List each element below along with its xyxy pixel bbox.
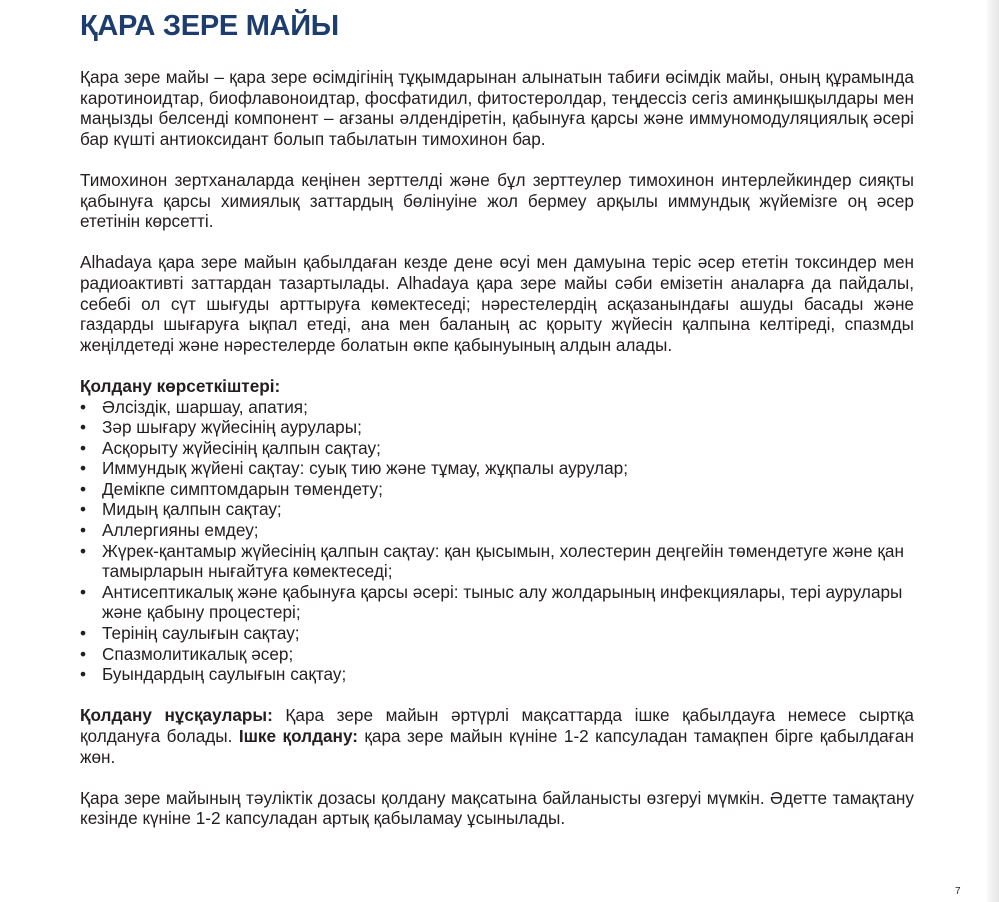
page-title: ҚАРА ЗЕРЕ МАЙЫ bbox=[80, 10, 339, 42]
list-item: • Мидың қалпын сақтау; bbox=[80, 499, 914, 520]
list-item: • Спазмолитикалық әсер; bbox=[80, 644, 914, 665]
page-content bbox=[80, 67, 914, 829]
indications-heading: Қолдану көрсеткіштері: bbox=[80, 375, 281, 396]
intro-paragraph: Қара зере майы – қара зере өсімдігінің тұқымдарынан алынатын табиғи өсімдік майы, оның құрамында каротиноидтар, биофлавоноидтар, фосфатидил, фитостеролдар, теңдессіз сегіз аминқышқылдары мен маңызды белсенді компонент – ағзаны әлдендіретін, қабынуға қарсы және иммуномодуляциялық әсері бар күшті антиоксидант болып табылатын тимохинон бар. bbox=[80, 67, 914, 149]
list-item: • Аллергияны емдеу; bbox=[80, 520, 914, 541]
instructions-text: Қара зере майын әртүрлі мақсаттарда ішке қабылдауға немесе сыртқа қолдануға болады. bbox=[80, 705, 914, 746]
page-number: 7 bbox=[955, 886, 961, 897]
research-paragraph: Тимохинон зертханаларда кеңінен зерттелді және бұл зерттеулер тимохинон интерлейкиндер сияқты қабынуға қарсы химиялық заттардың бөлінуіне жол бермеу арқылы иммундық жүйемізге оң әсер ететінін көрсетті. bbox=[80, 169, 914, 232]
list-item: • Демікпе симптомдарын төмендету; bbox=[80, 479, 914, 500]
internal-use-text: қара зере майын күніне 1-2 капсуладан тамақпен бірге қабылдаған жөн. bbox=[80, 726, 914, 767]
internal-use-label: Ішке қолдану: bbox=[238, 726, 358, 746]
list-item: • Жүрек-қантамыр жүйесінің қалпын сақтау: қан қысымын, холестерин деңгейін төмендетуге және қан тамырларын нығайтуға көмектеседі; bbox=[80, 541, 914, 582]
alhadaya-paragraph: Alhadaya қара зере майын қабылдаған кезде дене өсуі мен дамуына теріс әсер ететін токсиндер мен радиоактивті заттардан тазартылады. Alhadaya қара зере майы сәби емізетін аналарға да пайдалы, себебі ол сүт шығуды арттыруға көмектеседі; нәрестелердің асқазанындағы ашуды басады және газдарды шығаруға ықпал етеді, ана мен баланың ас қорыту жүйесін қалпына келтіреді, спазмды жеңілдетеді және нәрестелерде болатын өкпе қабынуының алдын алады. bbox=[80, 252, 914, 355]
list-item: • Иммундық жүйені сақтау: суық тию және тұмау, жұқпалы аурулар; bbox=[80, 458, 914, 479]
dosage-paragraph: Қара зере майының тәуліктік дозасы қолдану мақсатына байланысты өзгеруі мүмкін. Әдетте тамақтану кезінде күніне 1-2 капсуладан артық қабыламау ұсынылады. bbox=[80, 787, 914, 829]
list-item: • Терінің саулығын сақтау; bbox=[80, 623, 914, 644]
list-item: • Асқорыту жүйесінің қалпын сақтау; bbox=[80, 438, 914, 459]
list-item: • Буындардың саулығын сақтау; bbox=[80, 664, 914, 685]
instructions-paragraph bbox=[80, 705, 914, 767]
list-item: • Әлсіздік, шаршау, апатия; bbox=[80, 397, 914, 418]
list-item: • Зәр шығару жүйесінің аурулары; bbox=[80, 417, 914, 438]
instructions-label: Қолдану нұсқаулары: bbox=[80, 705, 273, 726]
page-edge-shadow bbox=[985, 0, 999, 902]
list-item: • Антисептикалық және қабынуға қарсы әсері: тыныс алу жолдарының инфекциялары, тері аурулары және қабыну процестері; bbox=[80, 582, 914, 623]
indications-list bbox=[80, 397, 914, 685]
